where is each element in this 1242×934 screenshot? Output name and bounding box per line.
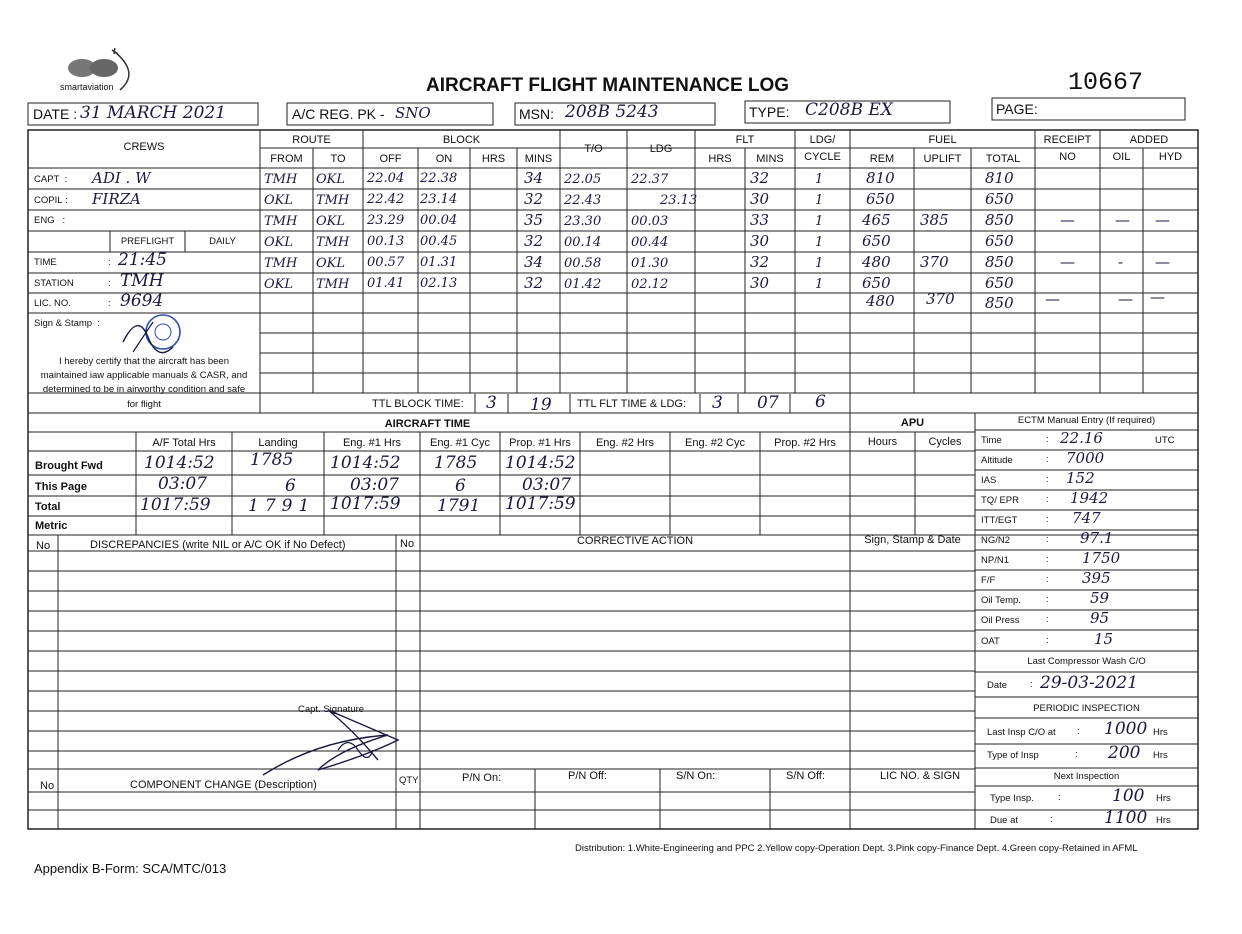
ectm-label: F/F	[981, 575, 996, 586]
leg-takeoff: 22.43	[564, 193, 602, 208]
capt-value: ADI . W	[92, 169, 151, 187]
metric-label: Metric	[35, 520, 68, 532]
date-label: DATE :	[33, 106, 78, 122]
comp-lic-header: LIC NO. & SIGN	[880, 770, 961, 782]
ttl-block-hrs: 3	[486, 393, 497, 413]
receipt-header: RECEIPT	[1043, 134, 1092, 146]
date-value: 31 MARCH 2021	[80, 103, 227, 123]
time-colon: :	[108, 257, 111, 268]
at-col-prop2-hrs: Prop. #2 Hrs	[774, 437, 836, 449]
ectm-label: Oil Temp.	[981, 595, 1021, 606]
leg-total: 850	[985, 253, 1014, 271]
leg-rem: 810	[866, 169, 895, 187]
sign-stamp-date: Sign, Stamp & Date	[864, 534, 961, 546]
leg-flt-mins: 33	[750, 211, 770, 229]
ectm-colon: :	[1046, 454, 1049, 465]
at-col-landing: Landing	[258, 437, 298, 449]
this-page-label: This Page	[35, 481, 87, 493]
leg-mins: 32	[524, 232, 544, 250]
compressor-date-colon: :	[1030, 679, 1033, 690]
leg-flt-mins: 30	[750, 190, 770, 208]
leg-total: 850	[985, 211, 1014, 229]
company-logo	[60, 48, 150, 98]
daily-label: DAILY	[209, 236, 236, 247]
leg-cycle: 1	[815, 214, 824, 229]
at-value: 1017:59	[140, 495, 211, 515]
total-label: Total	[35, 501, 61, 513]
ectm-label: OAT	[981, 636, 1000, 647]
leg-on: 02.13	[420, 276, 458, 291]
station-value: TMH	[120, 271, 164, 291]
preflight-label: PREFLIGHT	[120, 236, 175, 247]
lic-colon: :	[108, 298, 111, 309]
leg-hyd: —	[1155, 211, 1170, 229]
leg-to: TMH	[316, 277, 350, 292]
leg-total: 810	[985, 169, 1014, 187]
off-header: OFF	[379, 153, 402, 165]
leg-oil: -	[1118, 253, 1124, 271]
leg-takeoff: 23.30	[564, 214, 602, 229]
cert-line-1: I hereby certify that the aircraft has been	[58, 356, 230, 367]
leg-mins: 32	[524, 274, 544, 292]
ttl-block-label: TTL BLOCK TIME:	[372, 398, 464, 410]
leg-total: 650	[985, 274, 1014, 292]
ectm-value: 1942	[1070, 489, 1109, 507]
at-value: 1791	[248, 496, 316, 516]
leg-cycle: 1	[815, 256, 824, 271]
ectm-label: NG/N2	[981, 535, 1011, 546]
msn-label: MSN:	[519, 106, 554, 122]
ectm-colon: :	[1046, 514, 1049, 525]
last-insp-value: 1000	[1104, 719, 1148, 739]
uplift-header: UPLIFT	[923, 153, 962, 165]
compressor-date-value: 29-03-2021	[1040, 673, 1139, 693]
ttl-flt-label: TTL FLT TIME & LDG:	[577, 398, 687, 410]
leg-mins: 34	[524, 169, 544, 187]
comp-pn-off-header: P/N Off:	[568, 770, 607, 782]
last-insp-label: Last Insp C/O at	[987, 727, 1056, 738]
ectm-colon: :	[1046, 494, 1049, 505]
hyd-header: HYD	[1158, 151, 1183, 163]
comp-title: COMPONENT CHANGE (Description)	[130, 779, 317, 791]
leg-rem: 480	[866, 292, 895, 310]
form-title: AIRCRAFT FLIGHT MAINTENANCE LOG	[426, 75, 790, 96]
leg-flt-mins: 32	[750, 253, 770, 271]
leg-from: TMH	[264, 256, 298, 271]
leg-takeoff: 01.42	[564, 277, 602, 292]
rem-header: REM	[869, 153, 895, 165]
leg-rem: 465	[862, 211, 891, 229]
leg-flt-mins: 30	[750, 274, 770, 292]
leg-from: OKL	[264, 277, 294, 292]
leg-off: 00.57	[367, 255, 405, 270]
receipt-no-header: NO	[1059, 151, 1076, 163]
capt-signature-label: Capt. Signature	[298, 704, 365, 715]
at-value: 1014:52	[330, 453, 401, 473]
due-unit: Hrs	[1156, 815, 1171, 826]
time-label: TIME	[34, 257, 57, 268]
ectm-colon: :	[1046, 554, 1049, 565]
next-type-value: 100	[1112, 786, 1145, 806]
apu-title: APU	[900, 417, 925, 429]
leg-to: OKL	[316, 256, 346, 271]
leg-ldg: 00.44	[631, 235, 669, 250]
leg-receipt: —	[1060, 211, 1075, 229]
leg-uplift: 370	[920, 253, 949, 271]
apu-cycles: Cycles	[928, 436, 962, 448]
ectm-label: Oil Press	[981, 615, 1020, 626]
ectm-colon: :	[1046, 474, 1049, 485]
leg-to: TMH	[316, 193, 350, 208]
flt-mins-header: MINS	[756, 153, 784, 165]
route-header: ROUTE	[292, 134, 331, 146]
at-value: 1017:59	[330, 494, 401, 514]
leg-flt-mins: 32	[750, 169, 770, 187]
leg-off: 01.41	[367, 276, 405, 291]
to-header: TO	[330, 153, 346, 165]
leg-cycle: 1	[815, 277, 824, 292]
leg-from: TMH	[264, 172, 298, 187]
ectm-value: 15	[1094, 630, 1114, 648]
ectm-value: 22.16	[1060, 429, 1103, 447]
leg-mins: 34	[524, 253, 544, 271]
ectm-value: 747	[1072, 509, 1101, 527]
cert-line-4: for flight	[127, 399, 161, 410]
leg-takeoff: 22.05	[564, 172, 602, 187]
leg-off: 23.29	[367, 213, 405, 228]
ectm-colon: :	[1046, 594, 1049, 605]
leg-cycle: 1	[815, 193, 824, 208]
cert-line-2: maintained iaw applicable manuals & CASR, and	[40, 370, 248, 381]
added-header: ADDED	[1129, 134, 1169, 146]
due-label: Due at	[990, 815, 1018, 826]
leg-rem: 650	[862, 232, 891, 250]
compressor-date-label: Date	[987, 680, 1008, 691]
leg-to: TMH	[316, 235, 350, 250]
aircraft-time-title: AIRCRAFT TIME	[384, 418, 471, 430]
leg-off: 00.13	[367, 234, 405, 249]
type-label: TYPE:	[749, 104, 790, 120]
apu-hours: Hours	[867, 436, 898, 448]
time-value: 21:45	[118, 250, 167, 270]
ectm-colon: :	[1046, 635, 1049, 646]
ldg-cycle-header-2: CYCLE	[804, 151, 841, 163]
total-header: TOTAL	[985, 153, 1021, 165]
ectm-label: TQ/ EPR	[981, 495, 1020, 506]
leg-mins: 32	[524, 190, 544, 208]
leg-cycle: 1	[815, 172, 824, 187]
ectm-title: ECTM Manual Entry (If required)	[1017, 415, 1156, 426]
type-insp-colon: :	[1075, 749, 1078, 760]
leg-takeoff: 00.58	[564, 256, 602, 271]
fuel-header: FUEL	[928, 134, 957, 146]
type-insp-label: Type of Insp	[987, 750, 1039, 761]
ectm-colon: :	[1046, 434, 1049, 445]
ectm-value: 1750	[1082, 549, 1121, 567]
ectm-value: 97.1	[1080, 529, 1114, 547]
reg-label: A/C REG. PK -	[292, 106, 385, 122]
flt-header: FLT	[735, 134, 755, 146]
next-type-colon: :	[1058, 792, 1061, 803]
type-insp-value: 200	[1108, 743, 1141, 763]
leg-ldg: 22.37	[631, 172, 669, 187]
pilot-stamp-icon	[118, 312, 188, 357]
ttl-flt-mins: 07	[757, 393, 779, 413]
at-col-eng1-hrs: Eng. #1 Hrs	[342, 437, 402, 449]
block-header: BLOCK	[442, 134, 481, 146]
ectm-colon: :	[1046, 534, 1049, 545]
leg-total: 650	[985, 190, 1014, 208]
comp-sn-on-header: S/N On:	[676, 770, 716, 782]
leg-takeoff: 00.14	[564, 235, 602, 250]
ectm-label: IAS	[981, 475, 997, 486]
capt-label: CAPT :	[34, 174, 68, 185]
leg-oil: —	[1115, 211, 1130, 229]
last-insp-unit: Hrs	[1153, 727, 1168, 738]
leg-flt-mins: 30	[750, 232, 770, 250]
at-col-eng2-hrs: Eng. #2 Hrs	[595, 437, 655, 449]
leg-on: 00.04	[420, 213, 458, 228]
leg-mins: 35	[524, 211, 544, 229]
leg-ldg: 02.12	[631, 277, 669, 292]
leg-from: OKL	[264, 193, 294, 208]
leg-ldg: 00.03	[631, 214, 669, 229]
leg-on: 00.45	[420, 234, 458, 249]
ectm-unit: UTC	[1155, 435, 1175, 446]
ttl-block-mins: 19	[530, 395, 552, 415]
distribution-note: Distribution: 1.White-Engineering and PPC 2.Yellow copy-Operation Dept. 3.Pink copy-Finance Dept. 4.Green copy-Retained in AFML	[575, 843, 1138, 854]
type-value: C208B EX	[805, 100, 893, 120]
at-value: 1017:59	[505, 494, 576, 514]
leg-receipt: —	[1045, 290, 1060, 308]
leg-uplift: 370	[926, 290, 955, 308]
capt-signature-icon	[258, 700, 418, 780]
leg-ldg: 01.30	[631, 256, 669, 271]
leg-oil: —	[1118, 290, 1133, 308]
leg-on: 23.14	[420, 192, 458, 207]
comp-pn-on-header: P/N On:	[462, 772, 502, 784]
ectm-value: 95	[1090, 609, 1110, 627]
flt-hrs-header: HRS	[708, 153, 732, 165]
ttl-flt-hrs: 3	[712, 393, 723, 413]
station-label: STATION	[34, 278, 74, 289]
crews-header: CREWS	[123, 141, 165, 153]
leg-total: 650	[985, 232, 1014, 250]
periodic-title: PERIODIC INSPECTION	[1033, 703, 1140, 714]
comp-sn-off-header: S/N Off:	[786, 770, 825, 782]
leg-from: TMH	[264, 214, 298, 229]
copil-value: FIRZA	[92, 190, 141, 208]
leg-receipt: —	[1060, 253, 1075, 271]
at-col-eng1-cyc: Eng. #1 Cyc	[430, 437, 490, 449]
corr-no-header: No	[400, 538, 415, 550]
station-colon: :	[108, 278, 111, 289]
comp-qty-header: QTY	[399, 775, 419, 786]
leg-from: OKL	[264, 235, 294, 250]
eng-label: ENG :	[34, 215, 66, 226]
block-mins-header: MINS	[524, 153, 553, 165]
page-label: PAGE:	[996, 101, 1038, 117]
at-value: 1014:52	[505, 453, 576, 473]
at-col-af-total: A/F Total Hrs	[152, 437, 216, 449]
type-insp-unit: Hrs	[1153, 750, 1168, 761]
leg-hyd: —	[1150, 288, 1165, 306]
due-colon: :	[1050, 814, 1053, 825]
appendix-note: Appendix B-Form: SCA/MTC/013	[34, 861, 227, 876]
leg-rem: 650	[862, 274, 891, 292]
leg-ldg: 23.13	[660, 193, 698, 208]
leg-cycle: 1	[815, 235, 824, 250]
at-value: 6	[285, 476, 296, 496]
oil-header: OIL	[1112, 151, 1131, 163]
msn-value: 208B 5243	[565, 102, 659, 122]
ectm-label: NP/N1	[981, 555, 1009, 566]
at-value: 1791	[437, 496, 481, 516]
corrective-title: CORRECTIVE ACTION	[576, 535, 694, 547]
leg-to: OKL	[316, 214, 346, 229]
serial-number: 10667	[1068, 68, 1144, 97]
comp-no-header: No	[40, 780, 55, 792]
next-insp-title: Next Inspection	[1053, 771, 1120, 782]
due-value: 1100	[1104, 808, 1148, 828]
copil-label: COPIL :	[34, 195, 68, 206]
compressor-title: Last Compressor Wash C/O	[1027, 656, 1146, 667]
next-type-label: Type Insp.	[990, 793, 1034, 804]
ectm-value: 59	[1090, 589, 1110, 607]
leg-on: 22.38	[420, 171, 458, 186]
ectm-label: Altitude	[981, 455, 1013, 466]
leg-off: 22.42	[367, 192, 405, 207]
ectm-colon: :	[1046, 614, 1049, 625]
disc-title: DISCREPANCIES (write NIL or A/C OK if No Defect)	[90, 539, 346, 551]
cert-line-3: determined to be in airworthy condition and safe	[42, 384, 246, 395]
leg-on: 01.31	[420, 255, 458, 270]
sign-stamp-label: Sign & Stamp :	[34, 318, 101, 329]
at-value: 03:07	[522, 475, 571, 495]
ectm-label: Time	[981, 435, 1002, 446]
ldg-cycle-header-1: LDG/	[809, 134, 836, 146]
last-insp-colon: :	[1077, 726, 1080, 737]
on-header: ON	[435, 153, 453, 165]
leg-to: OKL	[316, 172, 346, 187]
from-header: FROM	[270, 153, 303, 165]
block-hrs-header: HRS	[481, 153, 506, 165]
disc-no-header: No	[36, 540, 51, 552]
ldg-header: LDG	[649, 143, 673, 155]
at-value: 03:07	[350, 475, 399, 495]
leg-hyd: —	[1155, 253, 1170, 271]
at-value: 1785	[250, 450, 294, 470]
at-value: 03:07	[158, 474, 207, 494]
at-col-prop1-hrs: Prop. #1 Hrs	[509, 437, 571, 449]
leg-off: 22.04	[367, 171, 405, 186]
ectm-label: ITT/EGT	[981, 515, 1018, 526]
brought-fwd-label: Brought Fwd	[35, 460, 103, 472]
leg-rem: 480	[862, 253, 891, 271]
lic-value: 9694	[120, 291, 164, 311]
logo-text: smartaviation	[60, 82, 114, 92]
lic-label: LIC. NO.	[34, 298, 71, 309]
ectm-value: 7000	[1066, 449, 1105, 467]
reg-value: SNO	[395, 104, 431, 122]
ectm-value: 152	[1066, 469, 1095, 487]
next-type-unit: Hrs	[1156, 793, 1171, 804]
ttl-ldg: 6	[815, 392, 826, 412]
at-value: 1014:52	[144, 453, 215, 473]
at-col-eng2-cyc: Eng. #2 Cyc	[685, 437, 745, 449]
ectm-value: 395	[1082, 569, 1111, 587]
leg-rem: 650	[866, 190, 895, 208]
takeoff-header: T/O	[584, 143, 603, 155]
at-value: 6	[455, 476, 466, 496]
at-value: 1785	[434, 453, 478, 473]
ectm-colon: :	[1046, 574, 1049, 585]
leg-uplift: 385	[920, 211, 949, 229]
leg-total: 850	[985, 294, 1014, 312]
